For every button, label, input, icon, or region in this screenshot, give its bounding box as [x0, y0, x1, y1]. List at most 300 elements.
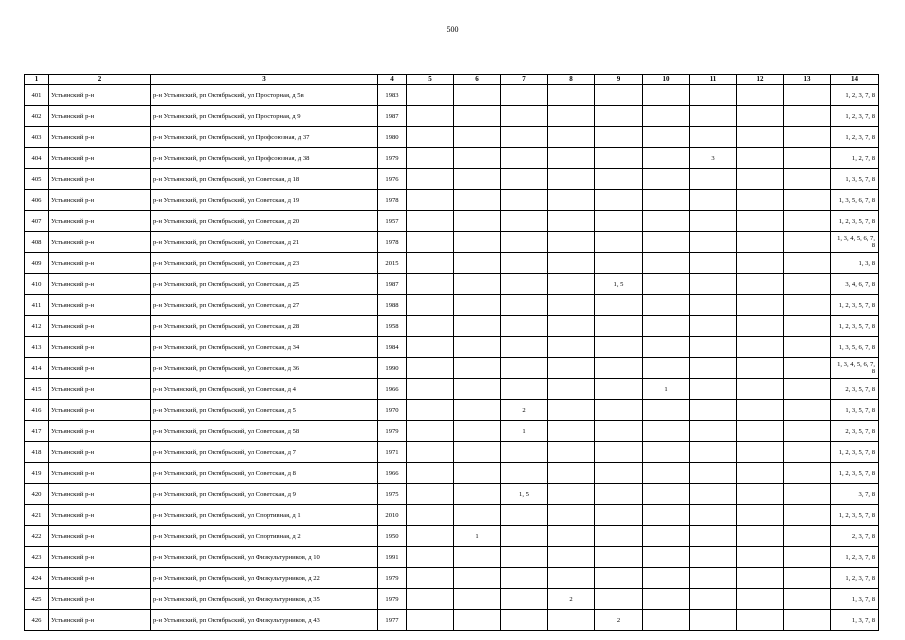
table-cell	[643, 463, 690, 484]
table-cell	[784, 253, 831, 274]
table-cell	[784, 274, 831, 295]
table-cell: 1976	[378, 169, 407, 190]
table-cell: р-н Устьянский, рп Октябрьский, ул Советская, д 8	[151, 463, 378, 484]
table-cell: 1979	[378, 589, 407, 610]
table-cell	[454, 379, 501, 400]
table-cell	[737, 274, 784, 295]
table-cell	[407, 169, 454, 190]
table-cell: 1977	[378, 610, 407, 631]
table-cell	[595, 547, 643, 568]
table-row	[25, 211, 879, 232]
table-cell	[690, 190, 737, 211]
table-row	[25, 610, 879, 631]
table-cell	[454, 316, 501, 337]
table-cell: 411	[25, 295, 49, 316]
table-cell: 1957	[378, 211, 407, 232]
table-cell: р-н Устьянский, рп Октябрьский, ул Советская, д 34	[151, 337, 378, 358]
table-cell: Устьянский р-н	[49, 358, 151, 379]
table-cell	[737, 253, 784, 274]
table-cell: р-н Устьянский, рп Октябрьский, ул Физкультурников, д 35	[151, 589, 378, 610]
table-cell	[737, 463, 784, 484]
table-cell: р-н Устьянский, рп Октябрьский, ул Советская, д 23	[151, 253, 378, 274]
table-cell: 1, 2, 3, 5, 7, 8	[831, 442, 879, 463]
table-cell: 418	[25, 442, 49, 463]
table-cell: р-н Устьянский, рп Октябрьский, ул Спортивная, д 1	[151, 505, 378, 526]
table-cell	[454, 253, 501, 274]
column-header: 1	[25, 75, 49, 85]
table-cell	[784, 211, 831, 232]
table-cell: 3, 4, 6, 7, 8	[831, 274, 879, 295]
table-cell	[643, 211, 690, 232]
table-row	[25, 568, 879, 589]
table-cell	[548, 358, 595, 379]
table-cell	[548, 505, 595, 526]
table-cell	[407, 358, 454, 379]
table-cell: р-н Устьянский, рп Октябрьский, ул Физкультурников, д 10	[151, 547, 378, 568]
table-cell: 415	[25, 379, 49, 400]
table-cell	[407, 421, 454, 442]
table-cell	[454, 295, 501, 316]
housing-table	[24, 74, 879, 631]
table-row	[25, 526, 879, 547]
column-header: 5	[407, 75, 454, 85]
table-cell: 1	[454, 526, 501, 547]
table-cell	[407, 295, 454, 316]
table-cell	[407, 484, 454, 505]
table-cell: Устьянский р-н	[49, 547, 151, 568]
table-cell: 1, 2, 3, 7, 8	[831, 127, 879, 148]
table-cell: 1	[643, 379, 690, 400]
table-cell	[548, 190, 595, 211]
table-cell	[454, 85, 501, 106]
table-cell	[784, 568, 831, 589]
table-cell: 1, 2, 3, 5, 7, 8	[831, 505, 879, 526]
table-cell	[690, 379, 737, 400]
table-cell	[501, 358, 548, 379]
table-cell	[595, 190, 643, 211]
table-cell	[407, 400, 454, 421]
table-cell	[784, 85, 831, 106]
table-cell	[784, 379, 831, 400]
table-cell	[643, 295, 690, 316]
table-cell: Устьянский р-н	[49, 274, 151, 295]
table-cell	[407, 253, 454, 274]
table-cell: 1, 5	[595, 274, 643, 295]
table-cell	[501, 337, 548, 358]
table-cell	[407, 274, 454, 295]
table-cell	[690, 253, 737, 274]
table-cell	[501, 274, 548, 295]
table-cell	[737, 442, 784, 463]
table-cell	[784, 610, 831, 631]
table-cell: 1950	[378, 526, 407, 547]
table-cell	[737, 358, 784, 379]
table-cell: 403	[25, 127, 49, 148]
table-cell	[501, 211, 548, 232]
table-cell	[407, 526, 454, 547]
table-cell	[454, 505, 501, 526]
table-cell	[643, 358, 690, 379]
table-cell	[548, 274, 595, 295]
table-cell	[454, 358, 501, 379]
table-cell: 1, 3, 4, 5, 6, 7, 8	[831, 358, 879, 379]
table-cell	[690, 169, 737, 190]
table-cell	[548, 253, 595, 274]
table-cell	[784, 358, 831, 379]
table-cell: Устьянский р-н	[49, 442, 151, 463]
table-cell: р-н Устьянский, рп Октябрьский, ул Советская, д 18	[151, 169, 378, 190]
table-cell: 1, 3, 5, 7, 8	[831, 169, 879, 190]
table-cell	[548, 610, 595, 631]
table-cell: р-н Устьянский, рп Октябрьский, ул Профсоюзная, д 38	[151, 148, 378, 169]
table-cell: Устьянский р-н	[49, 568, 151, 589]
table-cell: 1990	[378, 358, 407, 379]
table-cell	[454, 106, 501, 127]
table-cell	[454, 169, 501, 190]
table-cell	[548, 85, 595, 106]
table-cell	[548, 484, 595, 505]
table-cell	[501, 442, 548, 463]
table-cell	[548, 316, 595, 337]
table-cell	[643, 442, 690, 463]
table-row	[25, 85, 879, 106]
table-row	[25, 148, 879, 169]
table-cell: Устьянский р-н	[49, 127, 151, 148]
table-cell: р-н Устьянский, рп Октябрьский, ул Просторная, д 9	[151, 106, 378, 127]
table-cell	[690, 568, 737, 589]
table-cell: 1975	[378, 484, 407, 505]
table-cell	[643, 337, 690, 358]
column-header: 10	[643, 75, 690, 85]
table-cell: р-н Устьянский, рп Октябрьский, ул Советская, д 9	[151, 484, 378, 505]
table-cell	[595, 232, 643, 253]
table-cell: 421	[25, 505, 49, 526]
table-cell	[548, 211, 595, 232]
table-cell: 1979	[378, 421, 407, 442]
table-cell	[548, 337, 595, 358]
table-row	[25, 274, 879, 295]
table-cell: р-н Устьянский, рп Октябрьский, ул Советская, д 19	[151, 190, 378, 211]
table-cell: 2	[548, 589, 595, 610]
table-cell	[784, 232, 831, 253]
table-cell	[407, 505, 454, 526]
table-row	[25, 106, 879, 127]
table-cell: Устьянский р-н	[49, 400, 151, 421]
table-cell	[784, 190, 831, 211]
table-row	[25, 505, 879, 526]
table-cell	[784, 463, 831, 484]
table-cell	[407, 232, 454, 253]
table-cell	[784, 442, 831, 463]
table-cell: 1	[501, 421, 548, 442]
table-cell: 1, 3, 5, 6, 7, 8	[831, 337, 879, 358]
table-cell: Устьянский р-н	[49, 85, 151, 106]
table-cell	[454, 337, 501, 358]
table-cell	[643, 400, 690, 421]
table-cell	[548, 442, 595, 463]
table-cell	[548, 421, 595, 442]
table-row	[25, 547, 879, 568]
table-cell	[595, 463, 643, 484]
table-cell: 413	[25, 337, 49, 358]
table-cell: 1979	[378, 568, 407, 589]
table-cell: 405	[25, 169, 49, 190]
table-cell	[407, 337, 454, 358]
table-cell: р-н Устьянский, рп Октябрьский, ул Советская, д 7	[151, 442, 378, 463]
table-cell	[737, 316, 784, 337]
table-cell	[548, 400, 595, 421]
table-cell	[690, 526, 737, 547]
table-cell	[548, 547, 595, 568]
table-cell	[454, 211, 501, 232]
table-cell	[690, 295, 737, 316]
table-cell: 1, 2, 3, 5, 7, 8	[831, 316, 879, 337]
table-cell: 1966	[378, 463, 407, 484]
table-cell	[784, 589, 831, 610]
table-cell	[407, 442, 454, 463]
table-row	[25, 169, 879, 190]
table-cell: 404	[25, 148, 49, 169]
table-cell	[501, 169, 548, 190]
table-cell	[737, 400, 784, 421]
table-cell: 426	[25, 610, 49, 631]
table-cell	[548, 148, 595, 169]
table-cell: 420	[25, 484, 49, 505]
table-cell: 3	[690, 148, 737, 169]
column-header: 11	[690, 75, 737, 85]
table-cell: 406	[25, 190, 49, 211]
table-cell: Устьянский р-н	[49, 589, 151, 610]
table-cell	[501, 148, 548, 169]
table-cell	[501, 85, 548, 106]
table-row	[25, 358, 879, 379]
table-cell: 424	[25, 568, 49, 589]
table-cell	[595, 505, 643, 526]
column-header: 9	[595, 75, 643, 85]
table-cell	[548, 463, 595, 484]
table-cell	[501, 316, 548, 337]
table-cell	[595, 316, 643, 337]
table-cell	[643, 232, 690, 253]
table-cell: 422	[25, 526, 49, 547]
table-cell: р-н Устьянский, рп Октябрьский, ул Советская, д 58	[151, 421, 378, 442]
table-cell: 417	[25, 421, 49, 442]
table-cell: 1988	[378, 295, 407, 316]
table-cell	[407, 190, 454, 211]
table-cell: 1, 3, 8	[831, 253, 879, 274]
table-cell: 1, 2, 3, 7, 8	[831, 85, 879, 106]
table-cell	[643, 610, 690, 631]
table-cell: 2	[501, 400, 548, 421]
table-cell	[595, 106, 643, 127]
table-cell	[407, 106, 454, 127]
table-cell: 1978	[378, 190, 407, 211]
table-cell	[548, 232, 595, 253]
table-cell: р-н Устьянский, рп Октябрьский, ул Профсоюзная, д 37	[151, 127, 378, 148]
table-cell	[643, 505, 690, 526]
table-cell: Устьянский р-н	[49, 337, 151, 358]
table-cell	[784, 421, 831, 442]
table-cell	[595, 484, 643, 505]
table-cell: 1991	[378, 547, 407, 568]
table-cell: 1, 3, 4, 5, 6, 7, 8	[831, 232, 879, 253]
column-header: 7	[501, 75, 548, 85]
table-cell	[595, 568, 643, 589]
table-row	[25, 127, 879, 148]
table-cell: р-н Устьянский, рп Октябрьский, ул Советская, д 20	[151, 211, 378, 232]
table-cell	[784, 127, 831, 148]
table-cell	[501, 610, 548, 631]
table-cell: Устьянский р-н	[49, 148, 151, 169]
table-cell	[501, 379, 548, 400]
table-cell: Устьянский р-н	[49, 106, 151, 127]
table-cell	[595, 169, 643, 190]
table-cell	[407, 127, 454, 148]
table-cell	[501, 127, 548, 148]
table-cell	[454, 127, 501, 148]
table-cell	[737, 337, 784, 358]
column-header: 13	[784, 75, 831, 85]
table-cell	[690, 337, 737, 358]
table-cell	[454, 547, 501, 568]
table-cell: Устьянский р-н	[49, 463, 151, 484]
table-cell	[690, 274, 737, 295]
table-cell: 1, 2, 3, 7, 8	[831, 568, 879, 589]
table-cell	[454, 232, 501, 253]
table-cell	[407, 148, 454, 169]
table-cell: Устьянский р-н	[49, 190, 151, 211]
table-cell	[737, 211, 784, 232]
table-cell	[690, 127, 737, 148]
table-cell	[737, 106, 784, 127]
table-cell: 2, 3, 5, 7, 8	[831, 379, 879, 400]
table-cell	[784, 169, 831, 190]
table-cell	[595, 295, 643, 316]
table-cell	[643, 526, 690, 547]
table-cell	[407, 211, 454, 232]
table-cell: 2, 3, 7, 8	[831, 526, 879, 547]
table-cell	[595, 127, 643, 148]
table-cell	[737, 295, 784, 316]
table-cell: 1987	[378, 106, 407, 127]
table-cell	[407, 379, 454, 400]
table-cell: 1983	[378, 85, 407, 106]
table-cell: 416	[25, 400, 49, 421]
table-cell	[595, 148, 643, 169]
table-cell: р-н Устьянский, рп Октябрьский, ул Советская, д 21	[151, 232, 378, 253]
table-cell: 1987	[378, 274, 407, 295]
table-row	[25, 190, 879, 211]
table-cell	[501, 463, 548, 484]
table-cell: р-н Устьянский, рп Октябрьский, ул Советская, д 36	[151, 358, 378, 379]
table-row	[25, 421, 879, 442]
table-cell: 412	[25, 316, 49, 337]
table-cell: р-н Устьянский, рп Октябрьский, ул Физкультурников, д 22	[151, 568, 378, 589]
table-cell	[784, 547, 831, 568]
table-cell: 1980	[378, 127, 407, 148]
table-cell	[690, 547, 737, 568]
table-cell: 402	[25, 106, 49, 127]
table-cell	[690, 505, 737, 526]
table-cell: 423	[25, 547, 49, 568]
table-cell: р-н Устьянский, рп Октябрьский, ул Просторная, д 5в	[151, 85, 378, 106]
table-cell	[643, 316, 690, 337]
table-cell: 1970	[378, 400, 407, 421]
table-cell	[784, 295, 831, 316]
table-cell	[690, 106, 737, 127]
table-cell: 1958	[378, 316, 407, 337]
column-header: 8	[548, 75, 595, 85]
table-cell	[501, 295, 548, 316]
table-cell	[407, 463, 454, 484]
table-cell	[595, 253, 643, 274]
table-cell	[737, 148, 784, 169]
table-body	[25, 85, 879, 631]
table-cell	[643, 274, 690, 295]
table-cell: 408	[25, 232, 49, 253]
table-cell	[643, 85, 690, 106]
table-cell	[501, 106, 548, 127]
table-cell	[454, 190, 501, 211]
table-cell: р-н Устьянский, рп Октябрьский, ул Советская, д 28	[151, 316, 378, 337]
table-cell: 410	[25, 274, 49, 295]
table-cell	[643, 253, 690, 274]
table-cell	[737, 190, 784, 211]
table-cell	[690, 400, 737, 421]
table-cell	[643, 589, 690, 610]
table-cell: р-н Устьянский, рп Октябрьский, ул Советская, д 5	[151, 400, 378, 421]
table-cell	[737, 610, 784, 631]
table-cell: 2010	[378, 505, 407, 526]
table-row	[25, 295, 879, 316]
table-row	[25, 316, 879, 337]
table-cell: 1, 3, 5, 6, 7, 8	[831, 190, 879, 211]
table-cell	[784, 400, 831, 421]
table-cell	[784, 526, 831, 547]
table-cell	[501, 190, 548, 211]
table-cell	[501, 232, 548, 253]
table-cell	[643, 568, 690, 589]
table-cell	[454, 148, 501, 169]
table-cell	[690, 316, 737, 337]
column-header: 4	[378, 75, 407, 85]
table-cell	[407, 85, 454, 106]
table-cell: 1, 2, 3, 5, 7, 8	[831, 463, 879, 484]
table-cell: 1, 3, 5, 7, 8	[831, 400, 879, 421]
table-cell	[407, 610, 454, 631]
table-cell: 1, 3, 7, 8	[831, 610, 879, 631]
table-cell: Устьянский р-н	[49, 253, 151, 274]
table-cell	[454, 400, 501, 421]
table-cell	[737, 169, 784, 190]
table-cell	[454, 610, 501, 631]
table-cell: 1966	[378, 379, 407, 400]
table-cell	[454, 442, 501, 463]
table-cell	[454, 421, 501, 442]
table-cell: 1, 5	[501, 484, 548, 505]
table-cell: 1, 2, 3, 7, 8	[831, 547, 879, 568]
table-cell	[548, 379, 595, 400]
table-cell	[407, 547, 454, 568]
table-cell	[643, 127, 690, 148]
table-cell	[595, 85, 643, 106]
table-cell: Устьянский р-н	[49, 295, 151, 316]
table-cell: 1, 2, 3, 5, 7, 8	[831, 211, 879, 232]
table-cell	[737, 484, 784, 505]
table-cell	[595, 379, 643, 400]
table-cell: Устьянский р-н	[49, 505, 151, 526]
table-cell: 401	[25, 85, 49, 106]
